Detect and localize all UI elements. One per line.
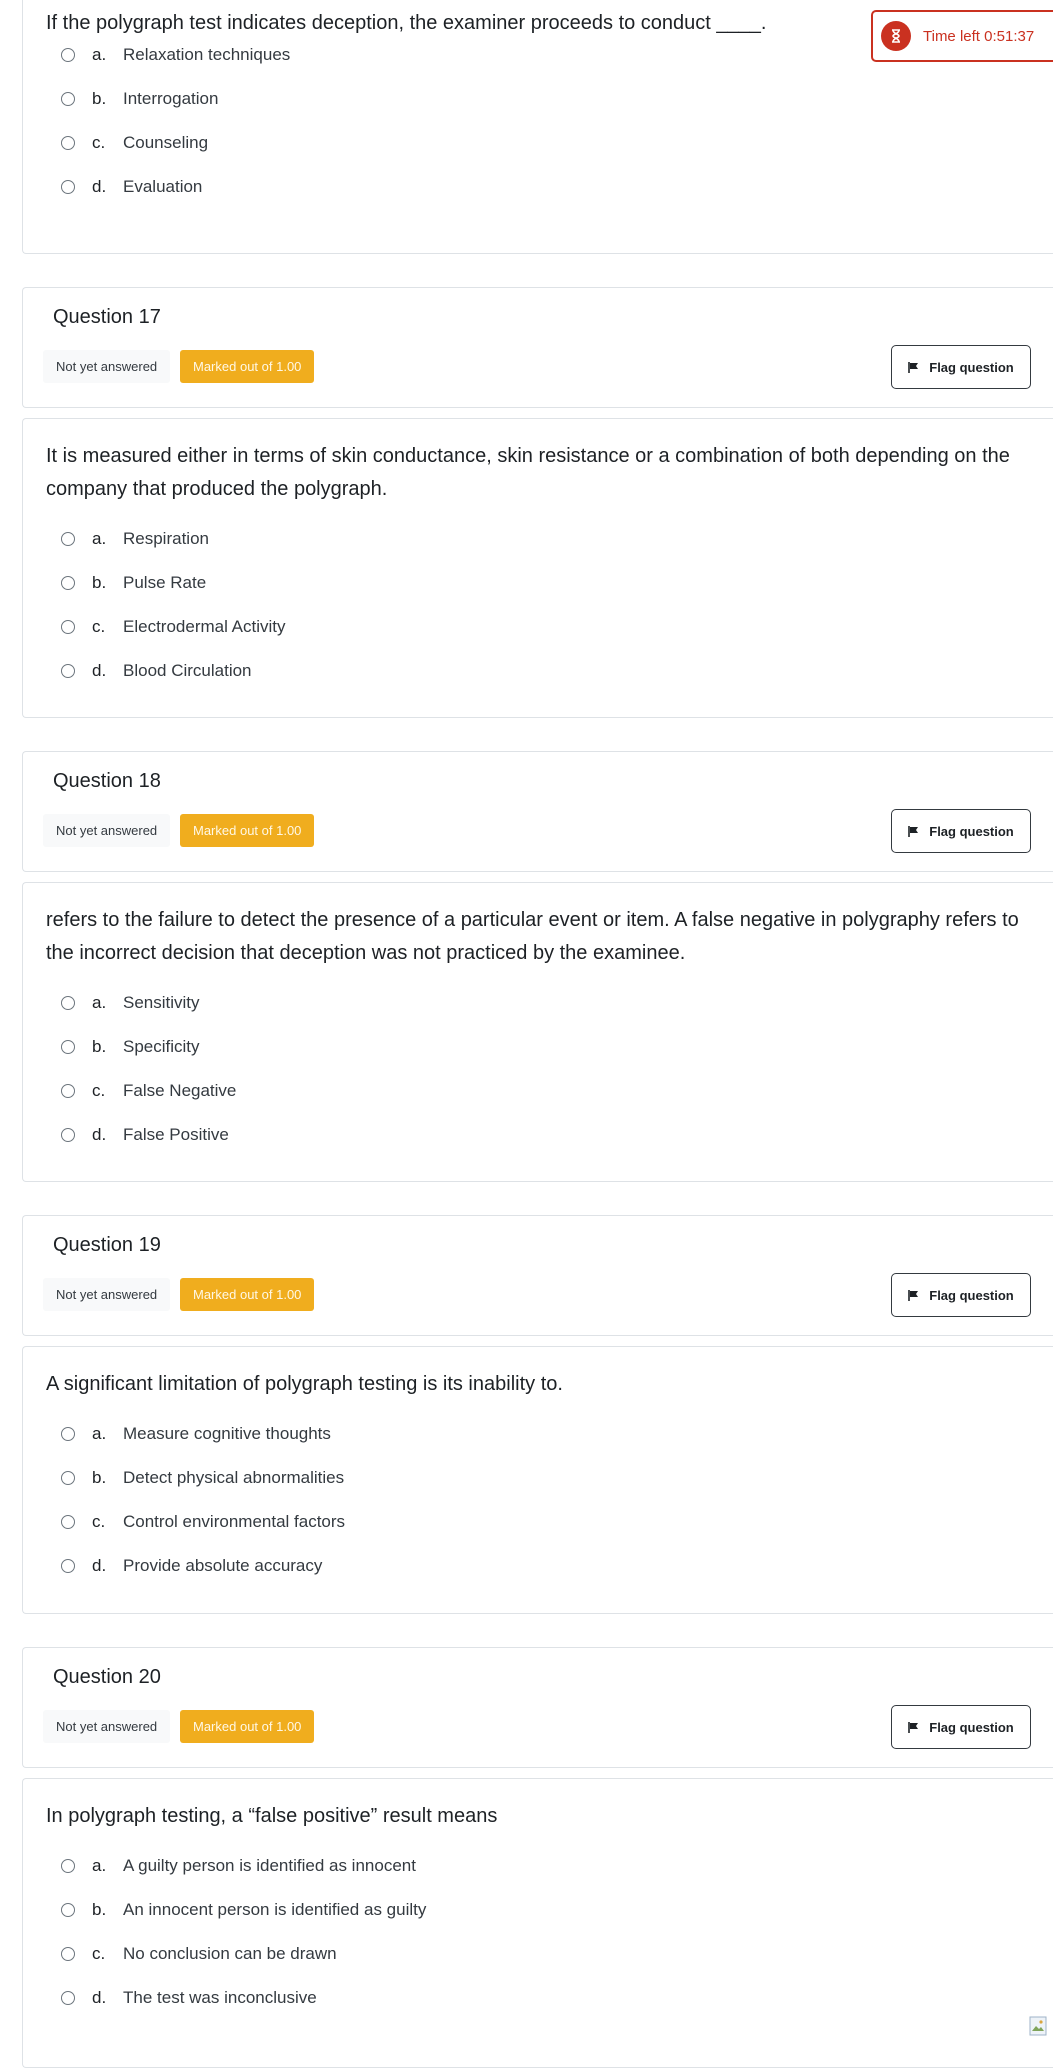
answer-option-c[interactable]: c. Control environmental factors [61,1500,345,1544]
answer-option-d[interactable]: d. Provide absolute accuracy [61,1544,345,1588]
question-20-content [22,1778,1053,2068]
answer-options [61,33,290,209]
question-17-content [22,418,1053,718]
question-text: refers to the failure to detect the presence of a particular event or item. A false negative in polygraphy refers to the incorrect decision that deception was not practiced by the examinee. [46,909,1019,964]
question-number: Question 20 [53,1666,161,1688]
radio-button[interactable] [61,180,75,194]
flag-question-button[interactable] [891,345,1031,389]
radio-button[interactable] [61,92,75,106]
state-badge: Not yet answered [43,1278,170,1311]
answer-option-c[interactable]: c. False Negative [61,1069,236,1113]
radio-button[interactable] [61,1859,75,1873]
answer-options [61,981,236,1157]
question-text: It is measured either in terms of skin conductance, skin resistance or a combination of both depending on the company that produced the polygraph. [46,445,1010,500]
radio-button[interactable] [61,620,75,634]
answer-option-a[interactable]: a. Sensitivity [61,981,236,1025]
marks-badge: Marked out of 1.00 [180,350,314,383]
radio-button[interactable] [61,1991,75,2005]
answer-option-d[interactable]: d. False Positive [61,1113,236,1157]
flag-icon [908,826,919,837]
radio-button[interactable] [61,1427,75,1441]
flag-question-label: Flag question [929,1719,1014,1735]
question-18-info [22,751,1053,872]
answer-options [61,1844,426,2020]
answer-option-d[interactable]: d. Evaluation [61,165,290,209]
flag-icon [908,1722,919,1733]
answer-option-d[interactable]: d. Blood Circulation [61,649,286,693]
answer-option-d[interactable]: d. The test was inconclusive [61,1976,426,2020]
answer-option-b[interactable]: b. An innocent person is identified as guilty [61,1888,426,1932]
answer-option-b[interactable]: b. Interrogation [61,77,290,121]
radio-button[interactable] [61,1903,75,1917]
timer-label: Time left 0:51:37 [923,27,1035,45]
answer-option-c[interactable]: c. No conclusion can be drawn [61,1932,426,1976]
radio-button[interactable] [61,664,75,678]
radio-button[interactable] [61,576,75,590]
answer-options [61,517,286,693]
radio-button[interactable] [61,1559,75,1573]
marks-badge: Marked out of 1.00 [180,814,314,847]
question-17-info [22,287,1053,408]
flag-icon [908,1290,919,1301]
marks-badge: Marked out of 1.00 [180,1278,314,1311]
state-badge: Not yet answered [43,1710,170,1743]
radio-button[interactable] [61,1471,75,1485]
radio-button[interactable] [61,1040,75,1054]
marks-badge: Marked out of 1.00 [180,1710,314,1743]
answer-option-b[interactable]: b. Pulse Rate [61,561,286,605]
answer-option-a[interactable]: a. Respiration [61,517,286,561]
hourglass-icon [881,21,911,51]
answer-option-c[interactable]: c. Counseling [61,121,290,165]
question-number: Question 19 [53,1234,161,1256]
answer-option-a[interactable]: a. Relaxation techniques [61,33,290,77]
timer [871,10,1053,62]
flag-question-label: Flag question [929,359,1014,375]
question-18-content [22,882,1053,1182]
radio-button[interactable] [61,48,75,62]
radio-button[interactable] [61,1128,75,1142]
answer-option-a[interactable]: a. Measure cognitive thoughts [61,1412,345,1456]
answer-options [61,1412,345,1588]
flag-question-button[interactable] [891,809,1031,853]
question-19-content [22,1346,1053,1614]
radio-button[interactable] [61,996,75,1010]
broken-image-icon [1029,2016,1047,2036]
answer-option-c[interactable]: c. Electrodermal Activity [61,605,286,649]
radio-button[interactable] [61,1515,75,1529]
radio-button[interactable] [61,1084,75,1098]
answer-option-a[interactable]: a. A guilty person is identified as innocent [61,1844,426,1888]
state-badge: Not yet answered [43,814,170,847]
flag-question-label: Flag question [929,823,1014,839]
answer-option-b[interactable]: b. Specificity [61,1025,236,1069]
radio-button[interactable] [61,532,75,546]
radio-button[interactable] [61,1947,75,1961]
flag-question-button[interactable] [891,1705,1031,1749]
question-number: Question 17 [53,306,161,328]
question-20-info [22,1647,1053,1768]
flag-icon [908,362,919,373]
question-number: Question 18 [53,770,161,792]
state-badge: Not yet answered [43,350,170,383]
question-text: A significant limitation of polygraph testing is its inability to. [46,1373,563,1395]
question-text: In polygraph testing, a “false positive” result means [46,1805,498,1827]
question-text: If the polygraph test indicates deception, the examiner proceeds to conduct ____. [46,12,767,34]
flag-question-button[interactable] [891,1273,1031,1317]
answer-option-b[interactable]: b. Detect physical abnormalities [61,1456,345,1500]
radio-button[interactable] [61,136,75,150]
question-19-info [22,1215,1053,1336]
flag-question-label: Flag question [929,1287,1014,1303]
